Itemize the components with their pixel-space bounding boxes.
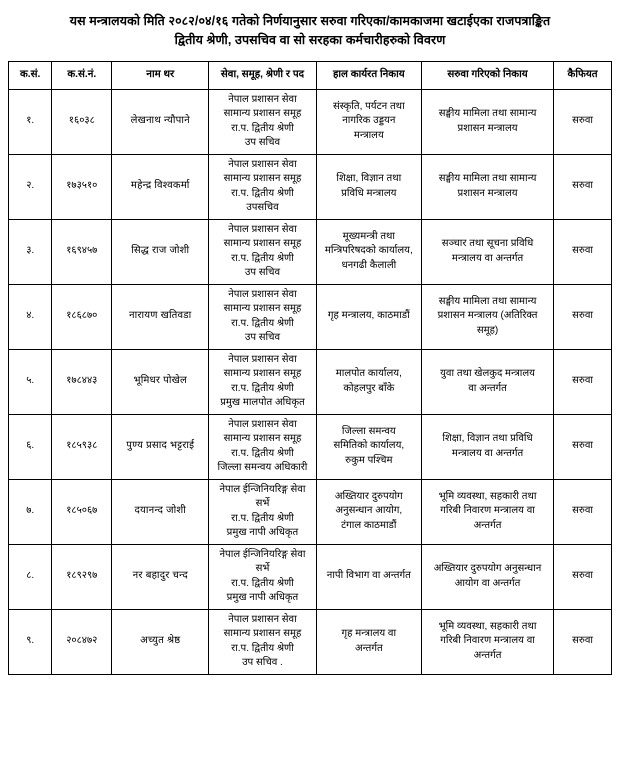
column-header-remarks: कैफियत — [554, 61, 612, 89]
cell-remarks: सरुवा — [554, 284, 612, 349]
table-row — [9, 544, 612, 609]
cell-transferred-office-line: अख्तियार दुरुपयोग अनुसन्धान — [433, 563, 542, 575]
cell-transferred-office-line: सङ्घीय मामिला तथा सामान्य — [438, 173, 537, 185]
cell-transferred-office-line: गरिबी निवारण मन्त्रालय वा — [440, 635, 535, 647]
cell-current-office-line: नापी विभाग वा अन्तर्गत — [326, 570, 411, 582]
cell-serial: ८. — [9, 544, 52, 609]
cell-current-office — [316, 284, 421, 349]
cell-name: सिद्ध राज जोशी — [112, 219, 209, 284]
cell-service-line: सामान्य प्रशासन समूह — [223, 238, 302, 250]
cell-current-office-line: समितिको कार्यालय, — [333, 440, 405, 452]
cell-current-office-line: रुकुम पश्चिम — [345, 454, 393, 466]
cell-service-line: उप सचिव — [244, 137, 281, 149]
cell-transferred-office-line: मन्त्रालय वा अन्तर्गत — [451, 252, 524, 264]
table-row — [9, 479, 612, 544]
cell-employee-number: १८९२९७ — [52, 544, 112, 609]
cell-current-office-line: मूख्यमन्त्री तथा — [342, 230, 396, 242]
cell-remarks: सरुवा — [554, 609, 612, 674]
cell-service-line: नेपाल प्रशासन सेवा — [228, 93, 297, 105]
cell-service — [209, 89, 316, 154]
cell-current-office-line: धनगढी कैलाली — [341, 259, 397, 271]
cell-service-line: सर्भे — [255, 563, 270, 575]
column-header-employee-number: क.सं.नं. — [52, 61, 112, 89]
page-title-line-1: यस मन्त्रालयको मिति २०८२/०४/१६ गतेको निर्णयानुसार सरुवा गरिएका/कामकाजमा खटाईएका राजपत्राङ्कित — [69, 14, 551, 28]
cell-transferred-office-line: सङ्घीय मामिला तथा सामान्य — [438, 295, 537, 307]
table-header-row — [9, 61, 612, 89]
cell-current-office — [316, 544, 421, 609]
cell-transferred-office-line: वा अन्तर्गत — [468, 382, 507, 394]
cell-service — [209, 544, 316, 609]
column-header-transferred-office: सरुवा गरिएको निकाय — [421, 61, 553, 89]
cell-service-line: प्रमुख नापी अधिकृत — [226, 592, 299, 604]
cell-transferred-office-line: प्रशासन मन्त्रालय — [457, 187, 518, 199]
cell-current-office-line: जिल्ला समन्वय — [341, 425, 396, 437]
cell-transferred-office-line: सञ्चार तथा सूचना प्रविधि — [441, 238, 534, 250]
cell-transferred-office-line: मन्त्रालय वा अन्तर्गत — [451, 447, 524, 459]
cell-service-line: नेपाल प्रशासन सेवा — [228, 613, 297, 625]
cell-service-line: सामान्य प्रशासन समूह — [223, 108, 302, 120]
cell-name: दयानन्द जोशी — [112, 479, 209, 544]
cell-service-line: नेपाल प्रशासन सेवा — [228, 418, 297, 430]
cell-transferred-office — [421, 609, 553, 674]
cell-employee-number: १८५०६७ — [52, 479, 112, 544]
cell-transferred-office-line: प्रशासन मन्त्रालय (अतिरिक्त — [437, 310, 538, 322]
table-row — [9, 154, 612, 219]
cell-serial: ४. — [9, 284, 52, 349]
cell-remarks: सरुवा — [554, 414, 612, 479]
page-title-line-2: द्वितीय श्रेणी, उपसचिव वा सो सरहका कर्मचारीहरुको विवरण — [174, 33, 446, 48]
cell-name: अच्युत श्रेष्ठ — [112, 609, 209, 674]
cell-service-line: उपसचिव — [246, 202, 279, 214]
cell-current-office-line: संस्कृति, पर्यटन तथा — [332, 100, 405, 112]
cell-transferred-office-line: अन्तर्गत — [473, 519, 502, 531]
cell-name: लेखनाथ न्यौपाने — [112, 89, 209, 154]
cell-current-office-line: मालपोत कार्यालय, — [335, 368, 402, 380]
cell-transferred-office — [421, 89, 553, 154]
cell-transferred-office — [421, 284, 553, 349]
cell-current-office — [316, 219, 421, 284]
cell-service-line: सामान्य प्रशासन समूह — [223, 173, 302, 185]
cell-current-office-line: अनुसन्धान आयोग, — [335, 505, 403, 517]
cell-service-line: रा.प. द्वितीय श्रेणी — [231, 187, 294, 199]
table-row — [9, 414, 612, 479]
cell-service — [209, 284, 316, 349]
column-header-name: नाम थर — [112, 61, 209, 89]
cell-transferred-office-line: गरिबी निवारण मन्त्रालय वा — [440, 505, 535, 517]
table-row — [9, 219, 612, 284]
cell-serial: ९. — [9, 609, 52, 674]
cell-service — [209, 154, 316, 219]
cell-service-line: उप सचिव . — [242, 657, 283, 669]
cell-current-office-line: कोहलपुर बाँके — [343, 382, 395, 394]
cell-service-line: सामान्य प्रशासन समूह — [223, 433, 302, 445]
column-header-serial: क.सं. — [9, 61, 52, 89]
cell-service-line: नेपाल प्रशासन सेवा — [228, 158, 297, 170]
cell-service-line: रा.प. द्वितीय श्रेणी — [231, 382, 294, 394]
cell-service-line: नेपाल ईन्जिनियरिङ्ग सेवा — [219, 483, 306, 495]
cell-current-office-line: प्रविधि मन्त्रालय — [341, 187, 397, 199]
cell-remarks: सरुवा — [554, 89, 612, 154]
cell-remarks: सरुवा — [554, 544, 612, 609]
cell-transferred-office — [421, 414, 553, 479]
cell-current-office — [316, 89, 421, 154]
cell-transferred-office-line: भूमि व्यवस्था, सहकारी तथा — [438, 620, 537, 632]
cell-name: नर बहादुर चन्द — [112, 544, 209, 609]
cell-service-line: रा.प. द्वितीय श्रेणी — [231, 447, 294, 459]
table-row — [9, 284, 612, 349]
cell-transferred-office-line: समूह) — [476, 324, 499, 336]
cell-name: भूमिधर पोखेल — [112, 349, 209, 414]
table-row — [9, 609, 612, 674]
cell-service-line: सर्भे — [255, 498, 270, 510]
cell-service-line: जिल्ला समन्वय अधिकारी — [217, 462, 308, 474]
cell-current-office-line: गृह मन्त्रालय वा — [341, 628, 397, 640]
table-row — [9, 349, 612, 414]
cell-service-line: सामान्य प्रशासन समूह — [223, 368, 302, 380]
cell-name: महेन्द्र विश्वकर्मा — [112, 154, 209, 219]
cell-transferred-office-line: युवा तथा खेलकुद मन्त्रालय — [440, 368, 535, 380]
cell-employee-number: १७३५१० — [52, 154, 112, 219]
cell-service-line: उप सचिव — [244, 332, 281, 344]
cell-serial: १. — [9, 89, 52, 154]
cell-current-office-line: नागरिक उड्डयन — [342, 115, 396, 127]
cell-service-line: रा.प. द्वितीय श्रेणी — [231, 122, 294, 134]
cell-service-line: रा.प. द्वितीय श्रेणी — [231, 512, 294, 524]
cell-employee-number: १६९४५७ — [52, 219, 112, 284]
cell-transferred-office — [421, 219, 553, 284]
cell-service — [209, 609, 316, 674]
cell-transferred-office — [421, 154, 553, 219]
cell-current-office-line: मन्त्रालय — [353, 129, 384, 141]
cell-service-line: रा.प. द्वितीय श्रेणी — [231, 642, 294, 654]
cell-service — [209, 349, 316, 414]
cell-current-office-line: मन्त्रिपरिषदको कार्यालय, — [324, 245, 413, 257]
cell-service-line: नेपाल प्रशासन सेवा — [228, 223, 297, 235]
cell-current-office — [316, 154, 421, 219]
cell-serial: ५. — [9, 349, 52, 414]
column-header-current-office: हाल कार्यरत निकाय — [316, 61, 421, 89]
cell-name: पुण्य प्रसाद भट्टराई — [112, 414, 209, 479]
cell-employee-number: १८६८७० — [52, 284, 112, 349]
cell-transferred-office-line: अन्तर्गत — [473, 649, 502, 661]
cell-employee-number: १८५९३८ — [52, 414, 112, 479]
cell-service-line: रा.प. द्वितीय श्रेणी — [231, 577, 294, 589]
cell-remarks: सरुवा — [554, 154, 612, 219]
cell-current-office — [316, 479, 421, 544]
transfer-details-table — [8, 61, 612, 675]
cell-transferred-office-line: शिक्षा, विज्ञान तथा प्रविधि — [442, 433, 533, 445]
cell-service-line: नेपाल प्रशासन सेवा — [228, 353, 297, 365]
cell-transferred-office — [421, 544, 553, 609]
cell-current-office-line: अन्तर्गत — [354, 642, 383, 654]
cell-employee-number: १६०३८ — [52, 89, 112, 154]
cell-current-office-line: टंगाल काठमाडौं — [341, 519, 397, 531]
cell-service — [209, 479, 316, 544]
cell-serial: २. — [9, 154, 52, 219]
cell-current-office — [316, 414, 421, 479]
cell-serial: ७. — [9, 479, 52, 544]
cell-service-line: सामान्य प्रशासन समूह — [223, 303, 302, 315]
cell-transferred-office-line: प्रशासन मन्त्रालय — [457, 122, 518, 134]
cell-service — [209, 414, 316, 479]
cell-service-line: सामान्य प्रशासन समूह — [223, 628, 302, 640]
cell-serial: ३. — [9, 219, 52, 284]
cell-service-line: प्रमुख मालपोत अधिकृत — [220, 397, 305, 409]
cell-transferred-office — [421, 479, 553, 544]
cell-transferred-office — [421, 349, 553, 414]
cell-name: नारायण खतिवडा — [112, 284, 209, 349]
cell-service-line: रा.प. द्वितीय श्रेणी — [231, 252, 294, 264]
table-row — [9, 89, 612, 154]
cell-remarks: सरुवा — [554, 479, 612, 544]
cell-service-line: रा.प. द्वितीय श्रेणी — [231, 317, 294, 329]
cell-service-line: प्रमुख नापी अधिकृत — [226, 527, 299, 539]
cell-remarks: सरुवा — [554, 219, 612, 284]
cell-transferred-office-line: भूमि व्यवस्था, सहकारी तथा — [438, 490, 537, 502]
cell-current-office-line: गृह मन्त्रालय, काठमाडौं — [327, 310, 410, 322]
cell-service — [209, 219, 316, 284]
cell-current-office-line: अख्तियार दुरुपयोग — [334, 490, 403, 502]
cell-employee-number: १७८४४३ — [52, 349, 112, 414]
cell-service-line: नेपाल प्रशासन सेवा — [228, 288, 297, 300]
cell-serial: ६. — [9, 414, 52, 479]
cell-current-office-line: शिक्षा, विज्ञान तथा — [336, 173, 402, 185]
cell-employee-number: २०८४७२ — [52, 609, 112, 674]
cell-service-line: नेपाल ईन्जिनियरिङ्ग सेवा — [219, 548, 306, 560]
cell-service-line: उप सचिव — [244, 267, 281, 279]
cell-transferred-office-line: सङ्घीय मामिला तथा सामान्य — [438, 108, 537, 120]
cell-transferred-office-line: आयोग वा अन्तर्गत — [454, 577, 521, 589]
page-title — [14, 12, 606, 51]
column-header-service-group-class-post: सेवा, समूह, श्रेणी र पद — [209, 61, 316, 89]
cell-current-office — [316, 349, 421, 414]
cell-current-office — [316, 609, 421, 674]
cell-remarks: सरुवा — [554, 349, 612, 414]
table-body — [9, 89, 612, 674]
